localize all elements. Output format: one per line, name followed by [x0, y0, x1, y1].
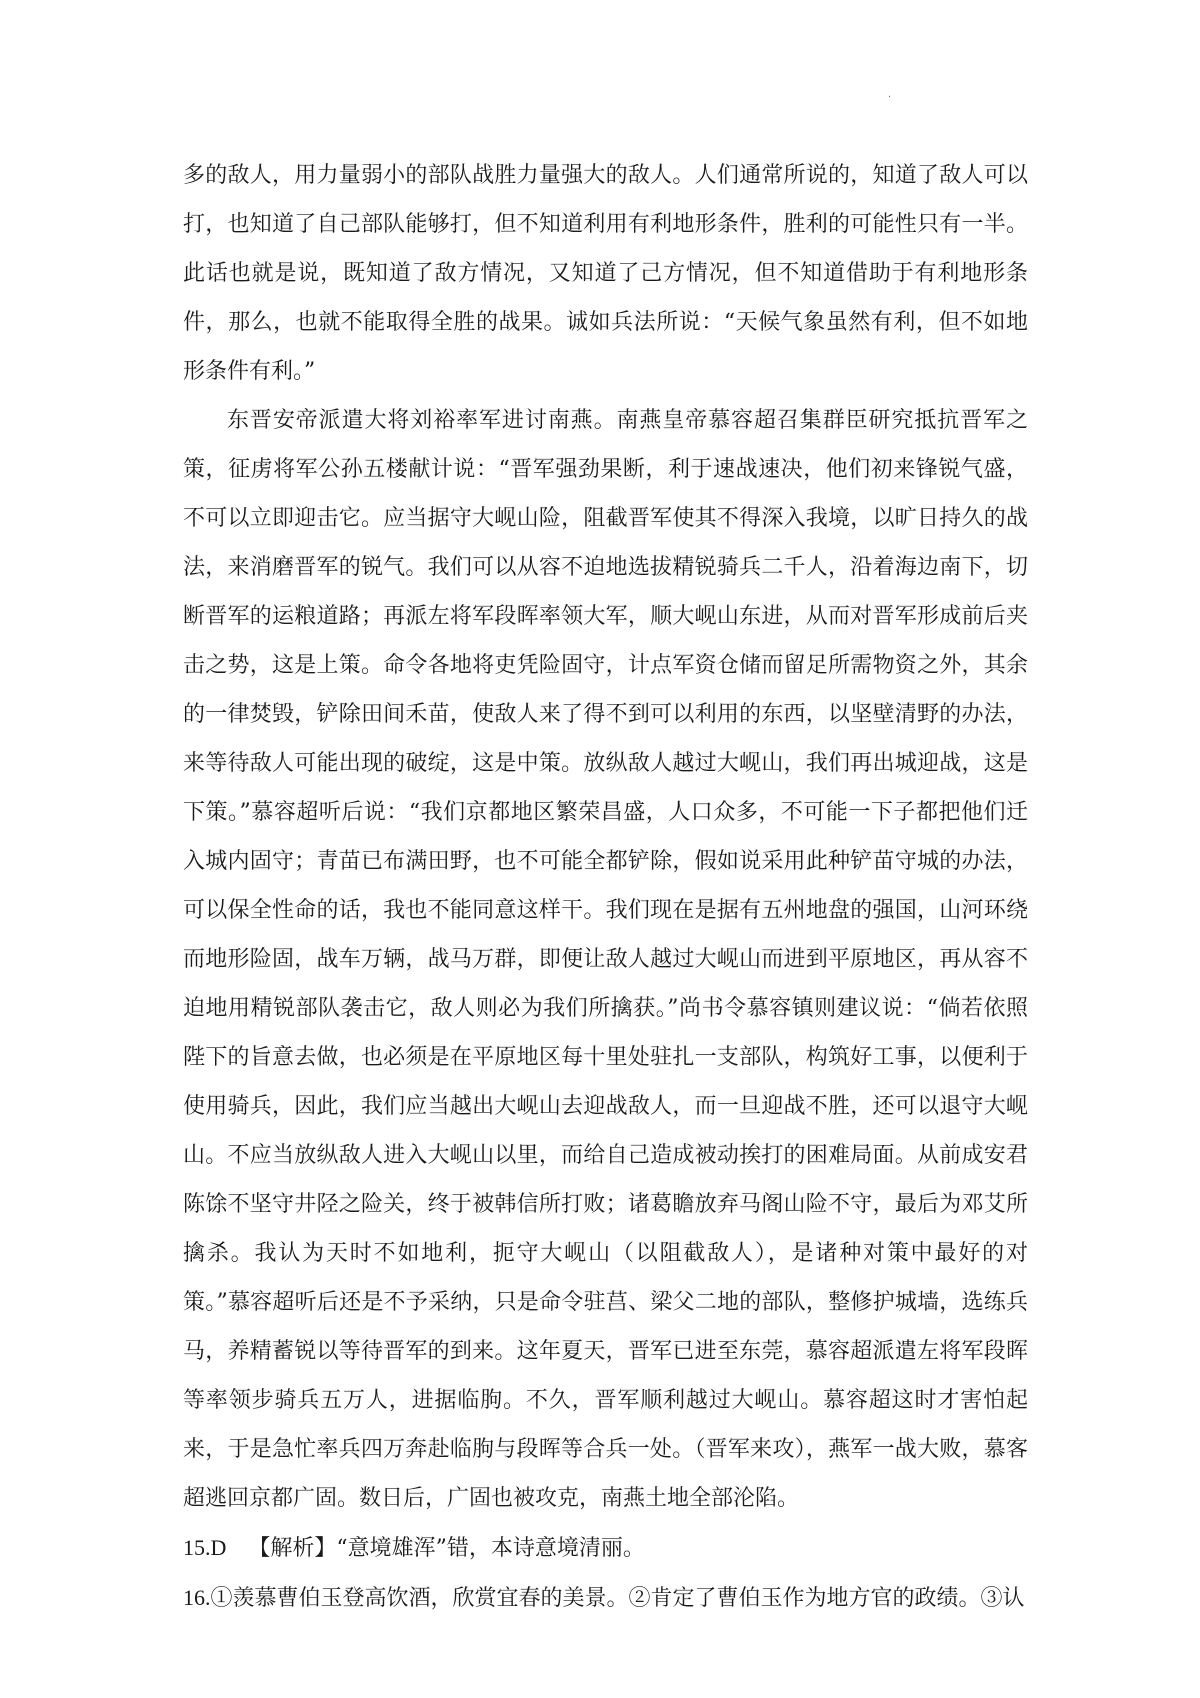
document-body	[183, 151, 1028, 1623]
answer-number: 15.D	[183, 1535, 227, 1560]
answer-number: 16.	[183, 1585, 211, 1610]
page-mark: ·	[888, 92, 892, 103]
answer-text: ①羡慕曹伯玉登高饮酒，欣赏宜春的美景。②肯定了曹伯玉作为地方官的政绩。③认	[210, 1586, 1025, 1611]
paragraph-translation-end: 多的敌人，用力量弱小的部队战胜力量强大的敌人。人们通常所说的，知道了敌人可以打，也知道了自己部队能够打，但不知道利用有利地形条件，胜利的可能性只有一半。此话也就是说，既知道了敌方情况，又知道了己方情况，但不知道借助于有利地形条件，那么，也就不能取得全胜的战果。诚如兵法所说：“天候气象虽然有利，但不如地形条件有利。”	[183, 163, 1028, 384]
paragraph-translation-story: 东晋安帝派遣大将刘裕率军进讨南燕。南燕皇帝慕容超召集群臣研究抵抗晋军之策，征虏将军公孙五楼献计说：“晋军强劲果断，利于速战速决，他们初来锋锐气盛，不可以立即迎击它。应当据守大岘山险，阻截晋军使其不得深入我境，以旷日持久的战法，来消磨晋军的锐气。我们可以从容不迫地选拔精锐骑兵二千人，沿着海边南下，切断晋军的运粮道路；再派左将军段晖率领大军，顺大岘山东进，从而对晋军形成前后夹击之势，这是上策。命令各地将吏凭险固守，计点军资仓储而留足所需物资之外，其余的一律焚毁，铲除田间禾苗，使敌人来了得不到可以利用的东西，以坚壁清野的办法，来等待敌人可能出现的破绽，这是中策。放纵敌人越过大岘山，我们再出城迎战，这是下策。”慕容超听后说：“我们京都地区繁荣昌盛，人口众多，不可能一下子都把他们迁入城内固守；青苗已布满田野，也不可能全都铲除，假如说采用此种铲苗守城的办法，可以保全性命的话，我也不能同意这样干。我们现在是据有五州地盘的强国，山河环绕而地形险固，战车万辆，战马万群，即便让敌人越过大岘山而进到平原地区，再从容不迫地用精锐部队袭击它，敌人则必为我们所擒获。”尚书令慕容镇则建议说：“倘若依照陛下的旨意去做，也必须是在平原地区每十里处驻扎一支部队，构筑好工事，以便利于使用骑兵，因此，我们应当越出大岘山去迎战敌人，而一旦迎战不胜，还可以退守大岘山。不应当放纵敌人进入大岘山以里，而给自己造成被动挨打的困难局面。从前成安君陈馀不坚守井陉之险关，终于被韩信所打败；诸葛瞻放弃马阁山险不守，最后为邓艾所擒杀。我认为天时不如地利，扼守大岘山（以阻截敌人），是诸种对策中最好的对策。”慕容超听后还是不予采纳，只是命令驻莒、梁父二地的部队，整修护城墙，选练兵马，养精蓄锐以等待晋军的到来。这年夏天，晋军已进至东莞，慕容超派遣左将军段晖等率领步骑兵五万人，进据临朐。不久，晋军顺利越过大岘山。慕容超这时才害怕起来，于是急忙率兵四万奔赴临朐与段晖等合兵一处。（晋军来攻），燕军一战大败，慕客超逃回京都广固。数日后，广固也被攻克，南燕土地全部沦陷。	[183, 408, 1028, 1511]
answer-text: 【解析】“意境雄浑”错，本诗意境清丽。	[248, 1536, 645, 1561]
answer-item-15	[183, 1523, 1028, 1573]
answer-item-16	[183, 1573, 1028, 1623]
